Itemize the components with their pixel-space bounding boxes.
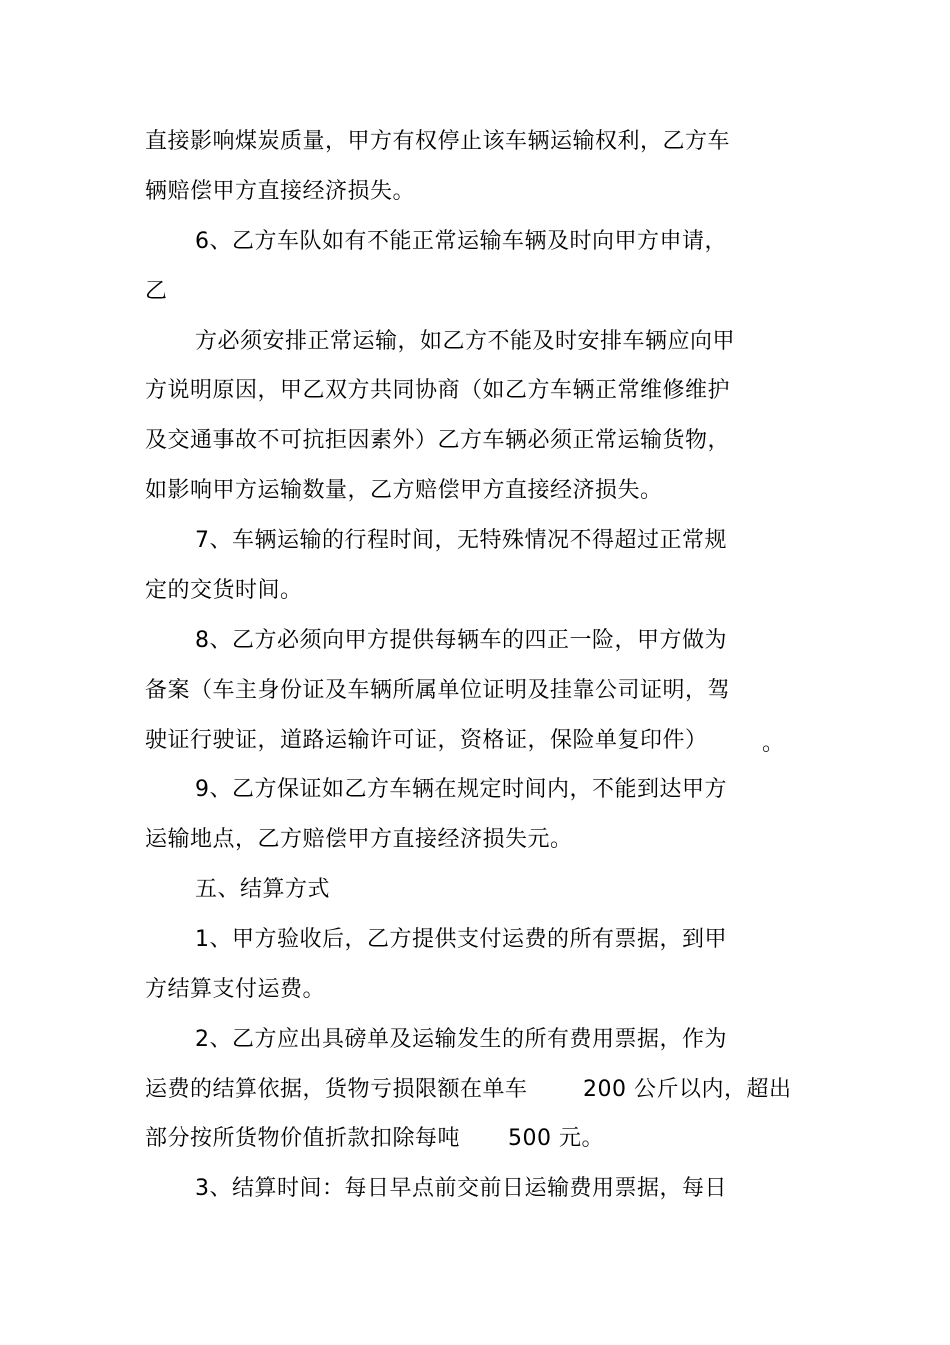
text-line: 如影响甲方运输数量，乙方赔偿甲方直接经济损失。 — [145, 478, 663, 503]
section-heading: 五、结算方式 — [195, 877, 331, 902]
text-line: 方必须安排正常运输，如乙方不能及时安排车辆应向甲 — [195, 329, 736, 354]
text-line: 部分按所货物价值折款扣除每吨 — [145, 1126, 461, 1151]
text-line: 驶证行驶证，道路运输许可证，资格证，保险单复印件） — [145, 728, 708, 753]
text-line: 200 公斤以内，超出 — [583, 1077, 792, 1102]
text-line: 1、甲方验收后，乙方提供支付运费的所有票据，到甲 — [195, 927, 727, 952]
text-line: 备案（车主身份证及车辆所属单位证明及挂靠公司证明，驾 — [145, 678, 731, 703]
text-line: 直接影响煤炭质量，甲方有权停止该车辆运输权利，乙方车 — [145, 129, 731, 154]
text-line: 9、乙方保证如乙方车辆在规定时间内，不能到达甲方 — [195, 777, 727, 802]
text-line: 辆赔偿甲方直接经济损失。 — [145, 179, 416, 204]
text-line: 及交通事故不可抗拒因素外）乙方车辆必须正常运输货物， — [145, 428, 731, 453]
text-line: 方说明原因，甲乙双方共同协商（如乙方车辆正常维修维护 — [145, 378, 731, 403]
text-line: 3、结算时间：每日早点前交前日运输费用票据，每日 — [195, 1176, 727, 1201]
text-line: 6、乙方车队如有不能正常运输车辆及时向甲方申请， — [195, 229, 727, 254]
text-line: 2、乙方应出具磅单及运输发生的所有费用票据，作为 — [195, 1027, 727, 1052]
text-line: 定的交货时间。 — [145, 578, 303, 603]
text-line: 乙 — [145, 279, 168, 304]
text-line: 方结算支付运费。 — [145, 977, 326, 1002]
text-line: 7、车辆运输的行程时间，无特殊情况不得超过正常规 — [195, 528, 727, 553]
text-line: 8、乙方必须向甲方提供每辆车的四正一险，甲方做为 — [195, 628, 727, 653]
text-line: 运输地点，乙方赔偿甲方直接经济损失元。 — [145, 827, 573, 852]
text-line: 。 — [762, 731, 785, 756]
text-line: 500 元。 — [508, 1126, 604, 1151]
text-line: 运费的结算依据，货物亏损限额在单车 — [145, 1077, 528, 1102]
